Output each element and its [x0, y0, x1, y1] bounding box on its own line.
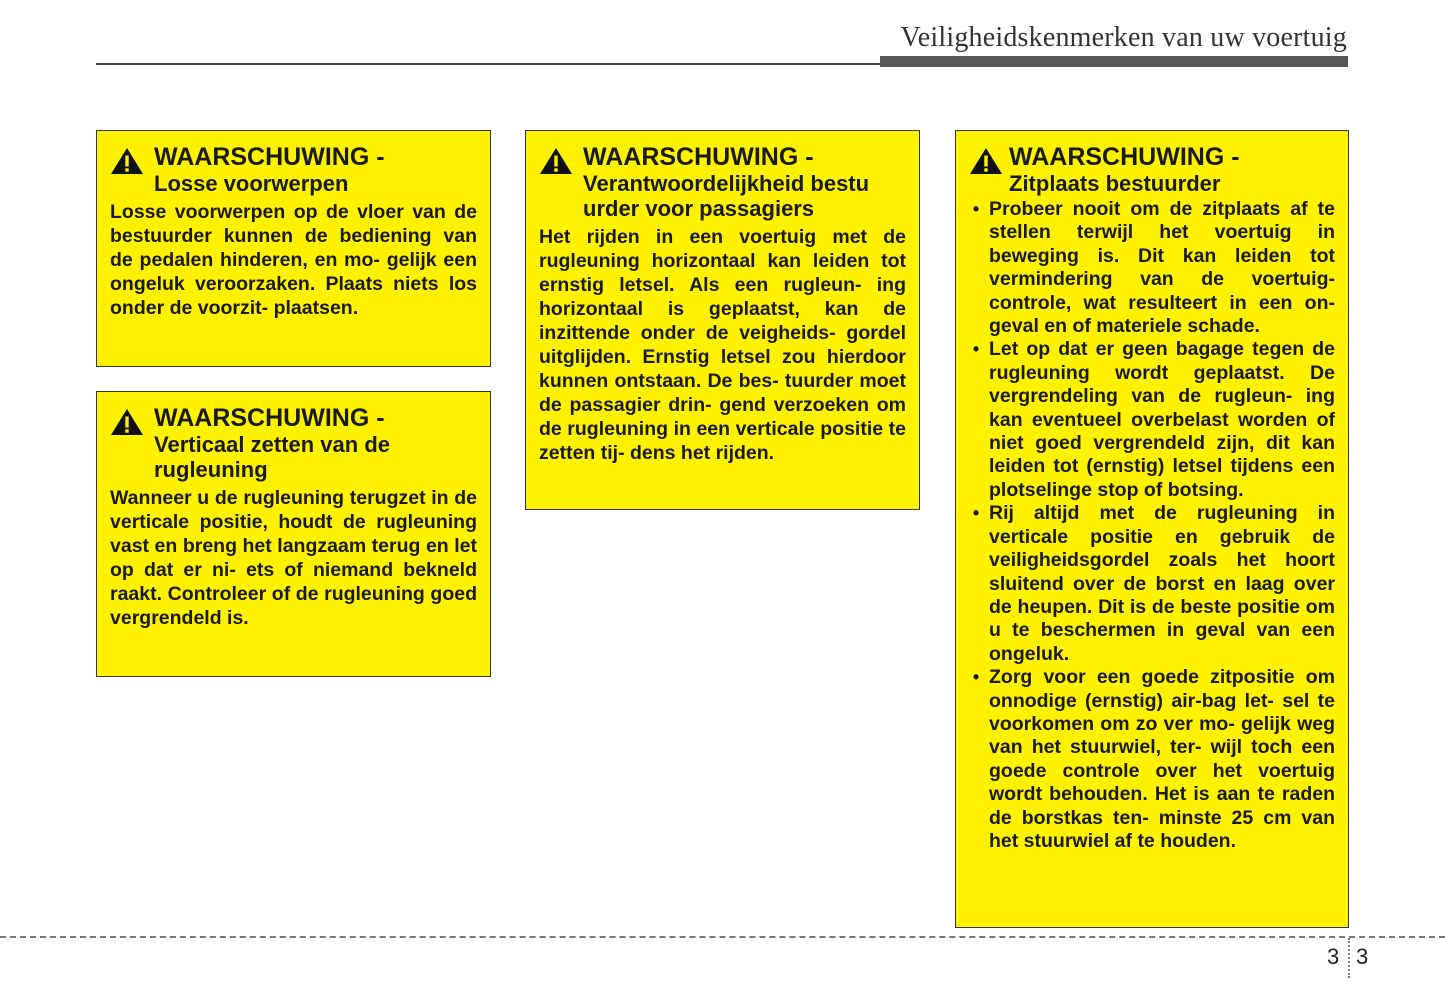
warning-header: [110, 143, 477, 196]
warning-triangle-icon: [539, 147, 573, 175]
warning-label: WAARSCHUWING -: [154, 404, 385, 432]
warning-subtitle: Verticaal zetten van de rugleuning: [154, 432, 390, 482]
list-item: • Probeer nooit om de zitplaats af te stellen terwijl het voertuig in beweging is. Dit kan leiden tot vermindering van de voertuig- controle, wat resulteert in een on- geval en of materiele schade.: [969, 198, 1335, 338]
warning-bullet-list: [969, 198, 1335, 853]
page-number-separator: [1348, 938, 1350, 978]
warning-box-seatback-upright: [96, 391, 491, 677]
bullet-dot-icon: •: [972, 503, 980, 524]
warning-label: WAARSCHUWING -: [583, 143, 814, 171]
warning-header: [539, 143, 906, 221]
warning-header: [110, 404, 477, 482]
footer-dashed-rule: [0, 936, 1445, 938]
header-rule: [96, 63, 886, 65]
warning-subtitle: Zitplaats bestuurder: [1009, 171, 1221, 196]
list-item: • Rij altijd met de rugleuning in verticale positie en gebruik de veiligheidsgordel zoals het hoort sluitend over de borst en laag over de heupen. Dit is de beste positie om u te beschermen in geval van een ongeluk.: [969, 502, 1335, 666]
bullet-dot-icon: •: [972, 199, 980, 219]
warning-body: Het rijden in een voertuig met de rugleuning horizontaal kan leiden tot ernstig letsel. Als een rugleun- ing horizontaal is geplaatst, kan de inzittende onder de veigheids- gordel uitglijden. Ernstig letsel zou hierdoor kunnen ontstaan. De bes- tuurder moet de passagier drin- gend verzoeken om de rugleuning in een verticale positie te zetten tij- dens het rijden.: [539, 226, 906, 464]
warning-triangle-icon: [110, 147, 144, 175]
warning-subtitle: Losse voorwerpen: [154, 171, 349, 196]
page-header-title: Veiligheidskenmerken van uw voertuig: [900, 22, 1347, 53]
page-number: 3: [1356, 944, 1369, 969]
warning-box-driver-responsibility: [525, 130, 920, 510]
warning-label: WAARSCHUWING -: [154, 143, 385, 171]
warning-triangle-icon: [110, 408, 144, 436]
chapter-number: 3: [1327, 944, 1340, 969]
list-item: • Zorg voor een goede zitpositie om onnodige (ernstig) air-bag let- sel te voorkomen om zo ver mo- gelijk weg van het stuurwiel, ter- wijl toch een goede controle over het voertuig wordt behouden. Het is aan te raden de borstkas ten- minste 25 cm van het stuurwiel af te houden.: [969, 666, 1335, 853]
list-item: • Let op dat er geen bagage tegen de rugleuning wordt geplaatst. De vergrendeling van de rugleun- ing kan eventueel overbelast worden of niet goed vergrendeld zijn, dit kan leiden tot (ernstig) letsel tijdens een plotselinge stop of botsing.: [969, 338, 1335, 502]
warning-header: [969, 143, 1335, 196]
warning-box-driver-seat: [955, 130, 1349, 928]
warning-triangle-icon: [969, 147, 1003, 175]
bullet-dot-icon: •: [972, 667, 980, 688]
warning-label: WAARSCHUWING -: [1009, 143, 1240, 171]
header-rule-bar: [880, 56, 1348, 67]
warning-body: Wanneer u de rugleuning terugzet in de verticale positie, houdt de rugleuning vast en breng het langzaam terug en let op dat er ni- ets of niemand bekneld raakt. Controleer of de rugleuning goed vergrendeld is.: [110, 487, 477, 629]
bullet-dot-icon: •: [972, 339, 980, 360]
warning-subtitle: Verantwoordelijkheid bestu urder voor passagiers: [583, 171, 870, 221]
warning-body: Losse voorwerpen op de vloer van de bestuurder kunnen de bediening van de pedalen hinderen, en mo- gelijk een ongeluk veroorzaken. Plaats niets los onder de voorzit- plaatsen.: [110, 201, 477, 319]
warning-box-loose-objects: [96, 130, 491, 367]
